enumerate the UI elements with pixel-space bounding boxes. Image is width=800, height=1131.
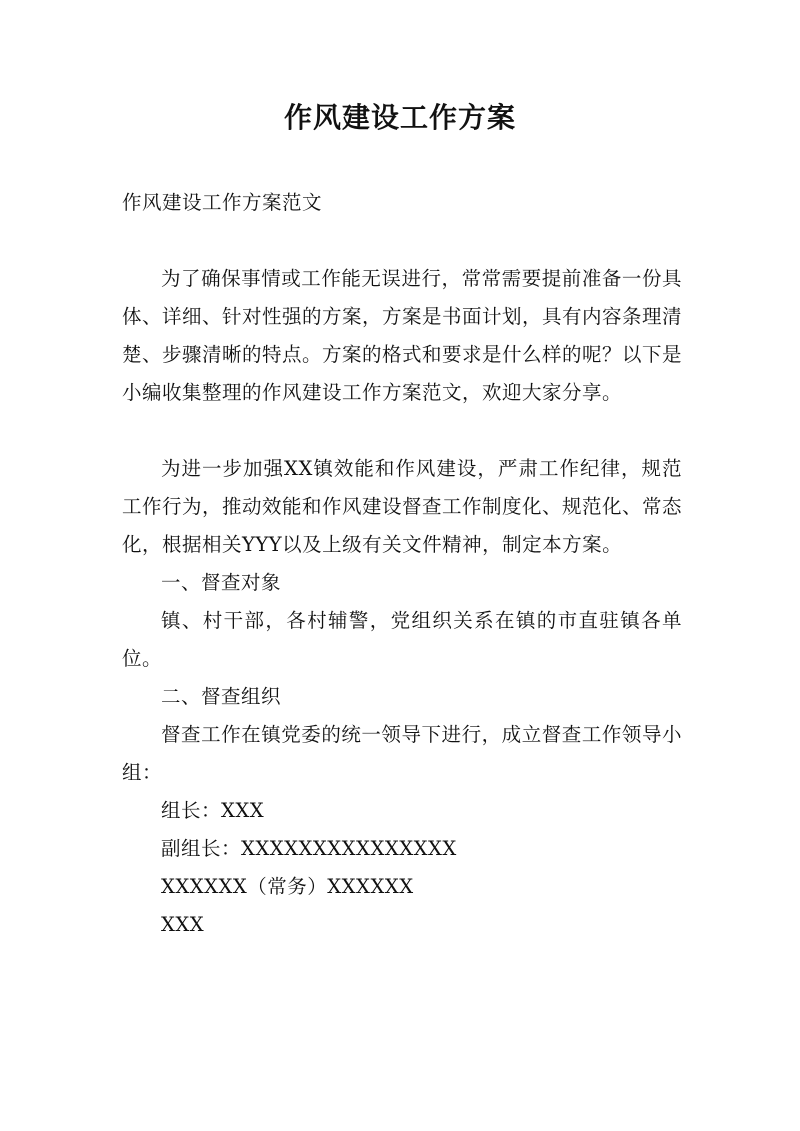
intro-paragraph: 为了确保事情或工作能无误进行，常常需要提前准备一份具体、详细、针对性强的方案，方案是书面计划，具有内容条理清楚、步骤清晰的特点。方案的格式和要求是什么样的呢？以下是小编收集整理的作风建设工作方案范文，欢迎大家分享。 <box>122 267 683 404</box>
document-body <box>122 184 682 944</box>
member-line-leader: 组长：XXX <box>161 799 265 822</box>
document-title: 作风建设工作方案 <box>283 101 516 134</box>
purpose-paragraph: 为进一步加强XX镇效能和作风建设，严肃工作纪律，规范工作行为，推动效能和作风建设督查工作制度化、规范化、常态化，根据相关YYY以及上级有关文件精神，制定本方案。 <box>122 457 683 556</box>
document-subtitle: 作风建设工作方案范文 <box>122 191 323 214</box>
supervision-organization-paragraph: 督查工作在镇党委的统一领导下进行，成立督查工作领导小组： <box>122 723 682 784</box>
member-line: XXX <box>161 913 205 936</box>
section-heading-supervision-targets: 一、督查对象 <box>161 571 282 594</box>
section-heading-supervision-organization: 二、督查组织 <box>161 685 282 708</box>
member-line-deputy-leader: 副组长：XXXXXXXXXXXXXXX <box>161 837 457 860</box>
member-line-executive: XXXXXX（常务）XXXXXX <box>161 875 414 898</box>
supervision-targets-paragraph: 镇、村干部，各村辅警，党组织关系在镇的市直驻镇各单位。 <box>122 609 682 670</box>
